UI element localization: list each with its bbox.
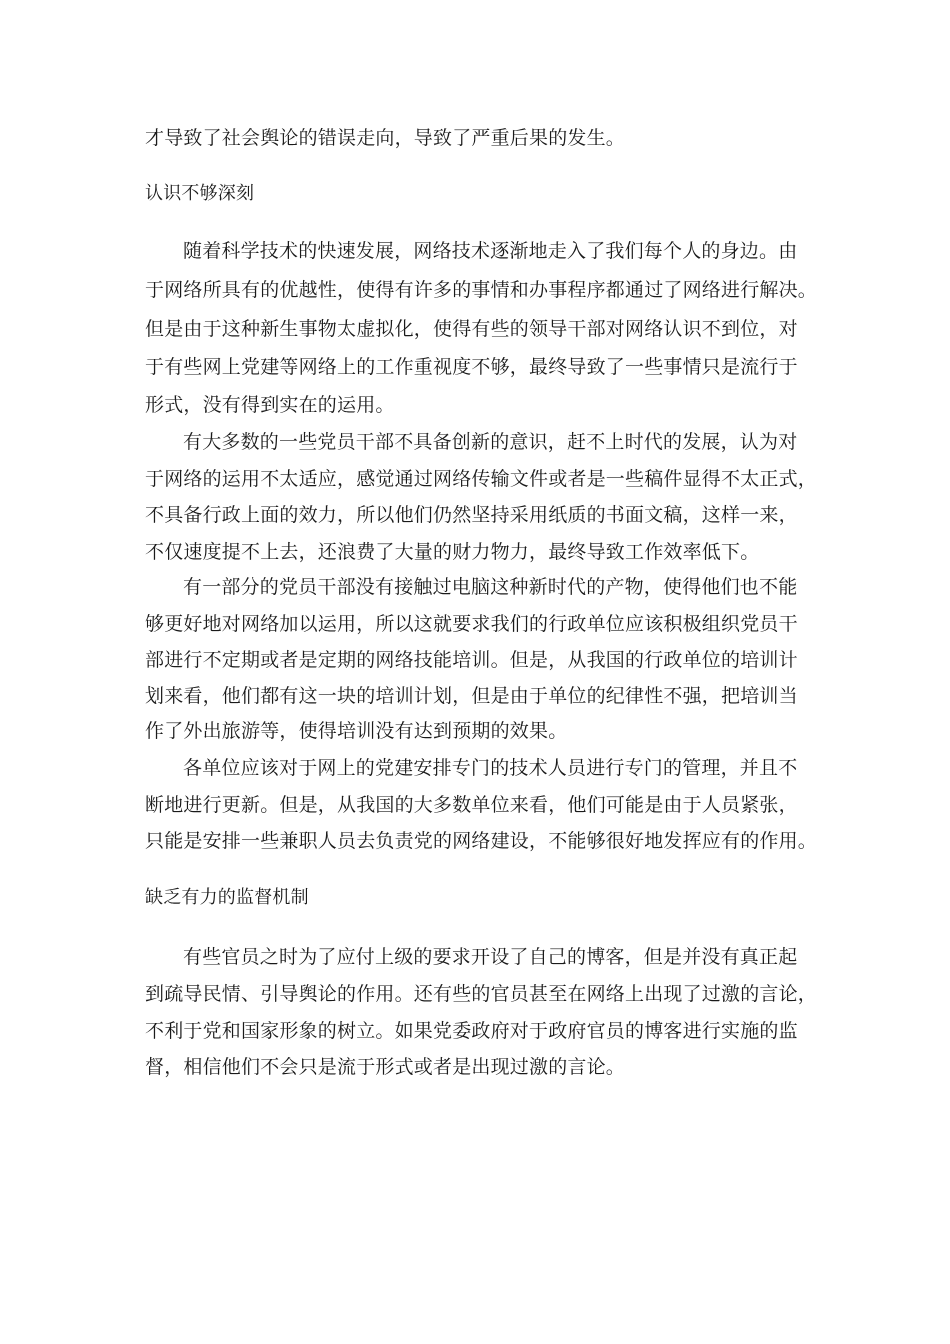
text-line: 划来看，他们都有这一块的培训计划，但是由于单位的纪律性不强，把培训当 [145,685,798,707]
text-line: 部进行不定期或者是定期的网络技能培训。但是，从我国的行政单位的培训计 [145,649,798,671]
text-line: 随着科学技术的快速发展，网络技术逐渐地走入了我们每个人的身边。由 [183,240,798,262]
text-line: 不具备行政上面的效力，所以他们仍然坚持采用纸质的书面文稿，这样一来， [145,504,798,526]
text-line: 于网络的运用不太适应，感觉通过网络传输文件或者是一些稿件显得不太正式， [145,468,818,490]
text-line: 形式，没有得到实在的运用。 [145,394,395,416]
text-line: 到疏导民情、引导舆论的作用。还有些的官员甚至在网络上出现了过激的言论， [145,983,818,1005]
text-line: 不利于党和国家形象的树立。如果党委政府对于政府官员的博客进行实施的监 [145,1020,798,1042]
text-line: 有一部分的党员干部没有接触过电脑这种新时代的产物，使得他们也不能 [183,576,798,598]
text-line: 督，相信他们不会只是流于形式或者是出现过激的言论。 [145,1056,626,1078]
text-line: 只能是安排一些兼职人员去负责党的网络建设，不能够很好地发挥应有的作用。 [145,830,818,852]
section-heading: 缺乏有力的监督机制 [145,887,309,908]
text-line: 够更好地对网络加以运用，所以这就要求我们的行政单位应该积极组织党员干 [145,613,798,635]
text-line: 于网络所具有的优越性，使得有许多的事情和办事程序都通过了网络进行解决。 [145,279,818,301]
text-line: 但是由于这种新生事物太虚拟化，使得有些的领导干部对网络认识不到位，对 [145,318,798,340]
text-line: 不仅速度提不上去，还浪费了大量的财力物力，最终导致工作效率低下。 [145,541,760,563]
text-line: 有些官员之时为了应付上级的要求开设了自己的博客，但是并没有真正起 [183,946,798,968]
text-line: 才导致了社会舆论的错误走向，导致了严重后果的发生。 [145,127,626,149]
text-line: 各单位应该对于网上的党建安排专门的技术人员进行专门的管理，并且不 [183,757,798,779]
text-line: 于有些网上党建等网络上的工作重视度不够，最终导致了一些事情只是流行于 [145,356,798,378]
text-line: 断地进行更新。但是，从我国的大多数单位来看，他们可能是由于人员紧张， [145,794,798,816]
section-heading: 认识不够深刻 [145,183,255,204]
text-line: 有大多数的一些党员干部不具备创新的意识，赶不上时代的发展，认为对 [183,431,798,453]
text-line: 作了外出旅游等，使得培训没有达到预期的效果。 [145,720,568,742]
